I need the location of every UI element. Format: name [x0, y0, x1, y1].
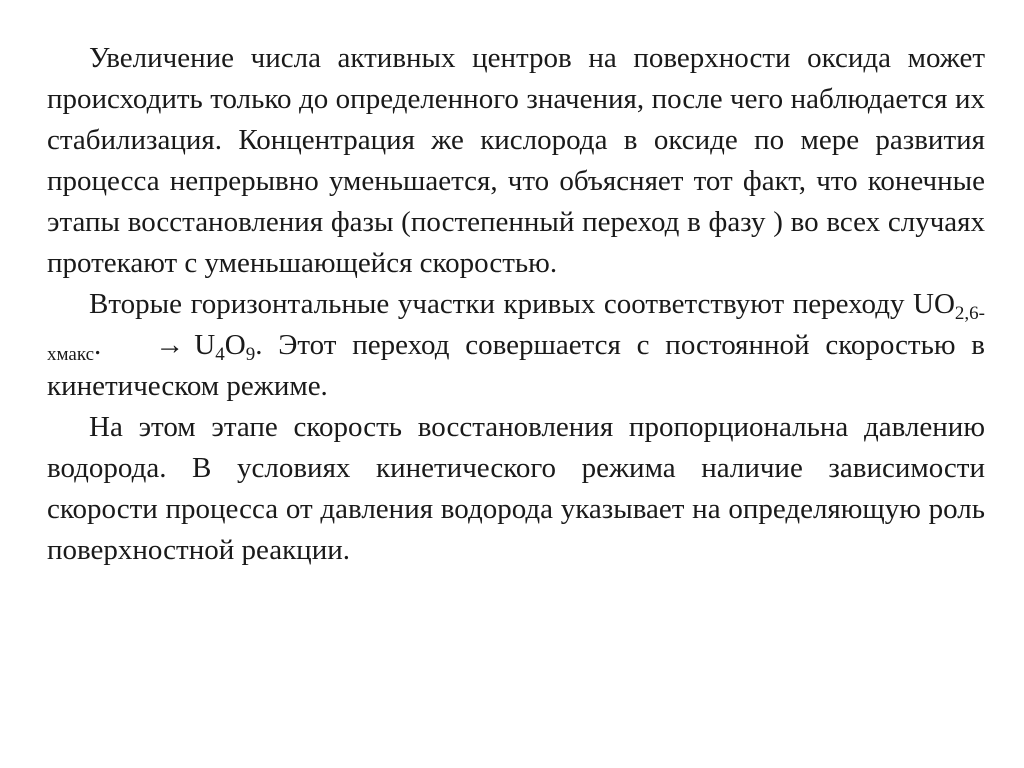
p2-tail-text: . Этот переход совершается с постоянной скоростью в кинетическом режиме.: [47, 329, 985, 402]
p2-subscript-uo2: 2,6-хмакс: [47, 303, 985, 365]
p2-dot: .: [94, 329, 102, 361]
paragraph-kinetic-stage: На этом этапе скорость восстановления пропорциональна давлению водорода. В условиях кинетического режима наличие зависимости скорости процесса от давления водорода указывает на определяющую роль поверхностной реакции.: [47, 411, 985, 566]
p2-u-letter: U: [194, 329, 216, 361]
p2-subscript-4: 4: [215, 344, 225, 365]
p2-o-letter: O: [224, 329, 246, 361]
right-arrow-icon: →: [155, 329, 185, 361]
slide-body: [47, 38, 985, 571]
p2-lead-text: Вторые горизонтальные участки кривых соответствуют переходу UO: [89, 288, 955, 320]
p2-subscript-9: 9: [245, 344, 256, 365]
paragraph-active-centers: Увеличение числа активных центров на поверхности оксида может происходить только до определенного значения, после чего наблюдается их стабилизация. Концентрация же кислорода в оксиде по мере развития процесса непрерывно уменьшается, что объясняет тот факт, что конечные этапы восстановления фазы (постепенный переход в фазу ) во всех случаях протекают с уменьшающейся скоростью.: [47, 42, 985, 279]
paragraph-horizontal-sections: [47, 284, 985, 407]
